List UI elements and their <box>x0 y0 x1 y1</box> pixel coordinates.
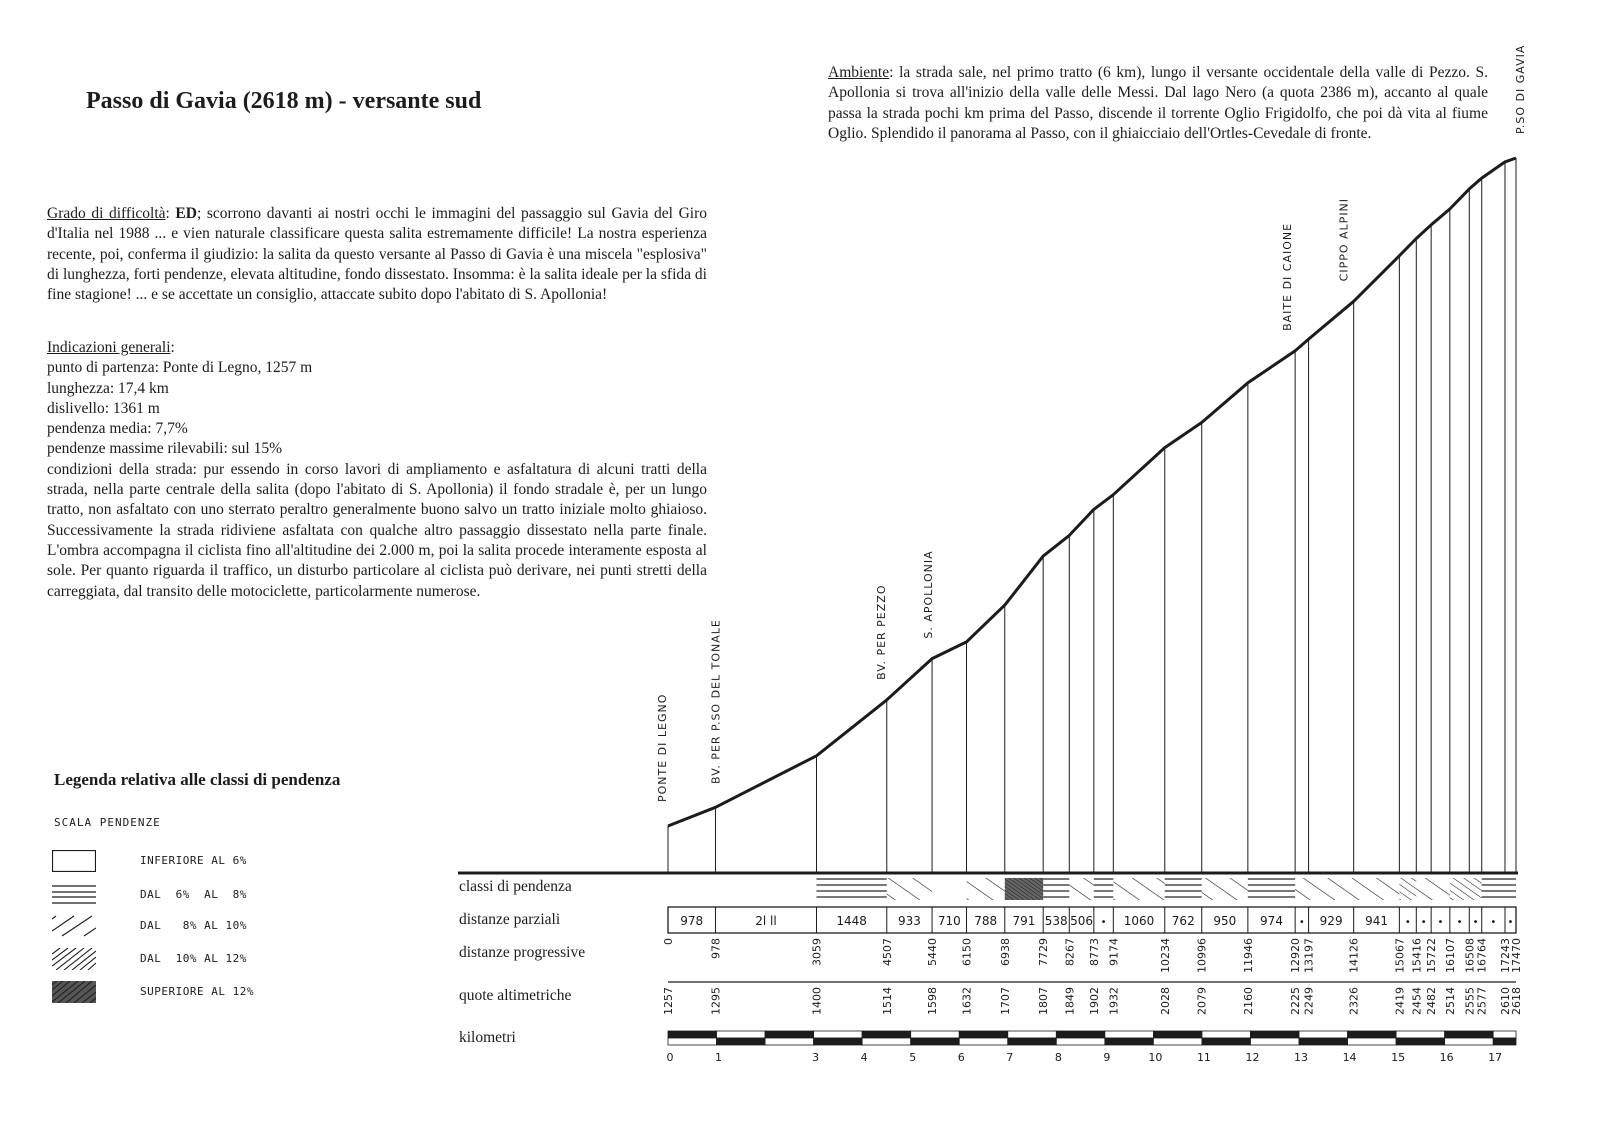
km-bar-segment <box>1153 1038 1202 1045</box>
partial-distance-value: 1060 <box>1123 914 1155 928</box>
km-tick-label: 10 <box>1148 1051 1163 1064</box>
partial-distance-value: 2l ll <box>755 914 777 928</box>
km-tick-label: 8 <box>1054 1051 1062 1064</box>
landmark-labels <box>656 45 1527 802</box>
elevation-profile-line <box>668 158 1516 826</box>
partial-distance-value: 788 <box>974 914 998 928</box>
page-title: Passo di Gavia (2618 m) - versante sud <box>86 88 482 114</box>
progressive-distance-label: 16508 <box>1463 938 1477 973</box>
km-tick-label: 1 <box>715 1051 723 1064</box>
altitude-label: 2610 <box>1498 987 1512 1015</box>
row-label-progressive-distances: distanze progressive <box>459 944 586 961</box>
km-bar-segment <box>814 1031 863 1038</box>
progressive-distance-label: 15416 <box>1410 938 1424 973</box>
km-bar-segment <box>862 1038 911 1045</box>
altitude-label: 2577 <box>1475 987 1489 1015</box>
gradient-class-sparse-diagonal <box>1416 878 1450 900</box>
gradient-class-sparse-diagonal <box>1069 878 1094 900</box>
km-bar-segment <box>1493 1038 1516 1045</box>
km-bar-segment <box>959 1031 1008 1038</box>
partial-distance-value: • <box>1456 917 1463 928</box>
partial-distance-value: • <box>1507 917 1514 928</box>
km-tick-label: 12 <box>1245 1051 1260 1064</box>
progressive-distance-label: 16107 <box>1443 938 1457 973</box>
km-bar-segment <box>1153 1031 1202 1038</box>
landmark-label: CIPPO ALPINI <box>1337 197 1351 282</box>
landmark-label: BV. PER PEZZO <box>874 584 888 680</box>
gradient-class-sparse-diagonal <box>967 878 1005 900</box>
km-bar-segment <box>1056 1038 1105 1045</box>
partial-distance-value: • <box>1100 917 1107 928</box>
difficulty-label: Grado di difficoltà <box>47 205 166 222</box>
km-bar-segment <box>1445 1038 1494 1045</box>
progressive-distance-label: 17470 <box>1510 938 1523 973</box>
ambiente-label: Ambiente <box>828 64 890 81</box>
partial-distance-value: 933 <box>897 914 921 928</box>
legend-label: DAL 8% AL 10% <box>140 919 247 932</box>
altitude-label: 2326 <box>1347 987 1361 1015</box>
partial-distance-value: 941 <box>1365 914 1388 928</box>
km-bar-segment <box>1202 1031 1251 1038</box>
km-bar-segment <box>1202 1038 1251 1045</box>
km-bar-segment <box>1250 1038 1299 1045</box>
partial-distance-value: 538 <box>1044 914 1068 928</box>
km-bar-segment <box>1105 1031 1154 1038</box>
km-tick-label: 4 <box>860 1051 868 1064</box>
partial-distance-value: 762 <box>1171 914 1195 928</box>
progressive-distance-label: 6938 <box>998 938 1012 966</box>
landmark-label: BV. PER P.SO DEL TONALE <box>709 619 723 784</box>
partial-distance-value: 929 <box>1319 914 1343 928</box>
legend-label: DAL 6% AL 8% <box>140 888 247 901</box>
km-tick-label: 13 <box>1294 1051 1309 1064</box>
km-bar-segment <box>1348 1031 1397 1038</box>
landmark-label: S. APOLLONIA <box>922 550 936 639</box>
km-bar-segment <box>911 1031 960 1038</box>
km-bar-segment <box>862 1031 911 1038</box>
gradient-class-dense-diagonal <box>1450 878 1482 900</box>
altitude-label: 2160 <box>1241 987 1255 1015</box>
progressive-distance-label: 9174 <box>1107 938 1121 966</box>
gradient-class-sparse-diagonal <box>887 878 932 900</box>
altitude-label: 1514 <box>880 987 894 1015</box>
partial-distance-value: • <box>1437 917 1444 928</box>
progressive-distance-label: 5440 <box>926 938 940 966</box>
progressive-distance-label: 14126 <box>1347 938 1361 973</box>
km-bar-segment <box>1299 1038 1348 1045</box>
km-bar-segment <box>1396 1038 1445 1045</box>
altitude-label: 1849 <box>1063 987 1077 1015</box>
km-bar-segment <box>765 1038 814 1045</box>
km-tick-label: 15 <box>1391 1051 1406 1064</box>
altitude-label: 1295 <box>709 987 723 1015</box>
km-bar-segment <box>1105 1038 1154 1045</box>
progressive-distance-label: 3059 <box>810 938 824 966</box>
gradient-class-horizontal <box>1094 878 1113 900</box>
altitude-label: 1257 <box>662 987 675 1015</box>
gradient-class-horizontal <box>1482 878 1516 900</box>
general-info: Indicazioni generali: punto di partenza: Ponte di Legno, 1257 m lunghezza: 17,4 km dislivello: 1361 m pendenza media: 7,7% pendenze massime rilevabili: sul 15% condizioni della strada: pur essendo in corso lavori di ampliamento e asfaltatura di alcuni tratti della strada, nella parte centrale della salita (dopo l'abitato di S. Apollonia) il fondo stradale è, per un lungo tratto, non asfaltato con uno sterrato peraltro generalmente buono salvo un tratto iniziale molto ghiaioso. Successivamente la strada ridiviene asfaltata con qualche altro passaggio dissestato nella parte finale. L'ombra accompagna il ciclista fino all'altitudine dei 2.000 m, poi la salita procede interamente esposta al sole. Per quanto riguarda il traffico, un disturbo particolare al ciclista può derivare, nei punti stretti della carreggiata, dal transito delle motociclette, particolarmente numerose. <box>47 338 707 602</box>
progressive-distance-label: 11946 <box>1241 938 1255 973</box>
info-max-gradient: pendenze massime rilevabili: sul 15% <box>47 440 283 458</box>
km-tick-label: 3 <box>812 1051 820 1064</box>
altitude-label: 2482 <box>1425 987 1439 1015</box>
km-bar-segment <box>765 1031 814 1038</box>
progressive-distance-label: 17243 <box>1498 938 1512 973</box>
progressive-distance-label: 15722 <box>1425 938 1439 973</box>
altitude-label: 2249 <box>1302 987 1316 1015</box>
km-bar-segment <box>1008 1038 1057 1045</box>
progressive-distance-label: 0 <box>662 938 675 945</box>
km-tick-label: 17 <box>1488 1051 1503 1064</box>
altitude-label: 2225 <box>1289 987 1303 1015</box>
progressive-distance-label: 10996 <box>1195 938 1209 973</box>
partial-distance-value: 978 <box>680 914 704 928</box>
km-bar-segment <box>1348 1038 1397 1045</box>
info-length: lunghezza: 17,4 km <box>47 379 169 397</box>
partial-distance-value: • <box>1404 917 1411 928</box>
altitude-label: 1902 <box>1087 987 1101 1015</box>
km-bar-segment <box>717 1038 766 1045</box>
km-tick-label: 11 <box>1196 1051 1211 1064</box>
gradient-class-horizontal <box>816 878 886 900</box>
gradient-class-horizontal <box>1165 878 1202 900</box>
row-label-partial-distances: distanze parziali <box>459 911 561 928</box>
km-tick-label: 14 <box>1342 1051 1357 1064</box>
progressive-distance-label: 8267 <box>1063 938 1077 966</box>
km-tick-label: 9 <box>1103 1051 1111 1064</box>
info-avg-gradient: pendenza media: 7,7% <box>47 420 188 438</box>
partial-distance-value: • <box>1298 917 1305 928</box>
km-bar-segment <box>959 1038 1008 1045</box>
difficulty-paragraph: Grado di difficoltà: ED; scorrono davanti ai nostri occhi le immagini del passaggio sul Gavia del Giro d'Italia nel 1988 ... e vien naturale classificare questa salita estremamente difficile! La nostra esperienza recente, poi, conferma il giudizio: la salita da questo versante al Passo di Gavia è una miscela "esplosiva" di lunghezza, forti pendenze, elevata altitudine, fondo dissestato. Insomma: è la salita ideale per la sfida di fine stagione! ... e se accettate un consiglio, attaccate subito dopo l'abitato di S. Apollonia! <box>47 205 707 304</box>
progressive-distance-row <box>662 938 1523 973</box>
partial-distance-value: 791 <box>1012 914 1036 928</box>
altitude-label: 2454 <box>1410 987 1424 1015</box>
gradient-class-sparse-diagonal <box>1113 878 1164 900</box>
gradient-class-horizontal <box>1043 878 1069 900</box>
altitude-row <box>662 982 1523 1015</box>
altitude-label: 1807 <box>1037 987 1051 1015</box>
gradient-class-solid-hatch <box>1005 878 1043 900</box>
km-bar-segment <box>1250 1031 1299 1038</box>
profile-verticals <box>458 158 1518 873</box>
altitude-label: 2555 <box>1463 987 1477 1015</box>
legend-title: Legenda relativa alle classi di pendenza <box>54 770 341 789</box>
km-tick-label: 5 <box>909 1051 917 1064</box>
km-bar-segment <box>1008 1031 1057 1038</box>
progressive-distance-label: 7729 <box>1037 938 1051 966</box>
legend-label: DAL 10% AL 12% <box>140 952 247 965</box>
difficulty-text: ; scorrono davanti ai nostri occhi le immagini del passaggio sul Gavia del Giro d'Italia nel 1988 ... e vien naturale classificare questa salita estremamente difficile! La nostra esperienza recente, poi, conferma il giudizio: la salita da questo versante al Passo di Gavia è una miscela "esplosiva" di lunghezza, forti pendenze, elevata altitudine, fondo dissestato. Insomma: è la salita ideale per la sfida di fine stagione! ... e se accettate un consiglio, attaccate subito dopo l'abitato di S. Apollonia! <box>47 205 707 304</box>
altitude-label: 1598 <box>926 987 940 1015</box>
km-bar-segment <box>717 1031 766 1038</box>
km-scale <box>667 1031 1517 1064</box>
km-tick-label: 6 <box>957 1051 965 1064</box>
row-label-gradient-classes: classi di pendenza <box>459 878 572 895</box>
altitude-label: 2618 <box>1510 987 1523 1015</box>
altitude-label: 1932 <box>1107 987 1121 1015</box>
progressive-distance-label: 13197 <box>1302 938 1316 973</box>
progressive-distance-label: 4507 <box>880 938 894 966</box>
info-road-conditions: condizioni della strada: pur essendo in corso lavori di ampliamento e asfaltatura di alcuni tratti della strada, nella parte centrale della salita (dopo l'abitato di S. Apollonia) il fondo stradale è, per un lungo tratto, non asfaltato con uno sterrato peraltro generalmente buono salvo un tratto iniziale molto ghiaioso. Successivamente la strada ridiviene asfaltata con qualche altro passaggio dissestato nella parte finale. L'ombra accompagna il ciclista fino all'altitudine dei 2.000 m, poi la salita procede interamente esposta al sole. Per quanto riguarda il traffico, un disturbo particolare al ciclista può derivare, nei punti stretti della carreggiata, dal transito delle motociclette, particolarmente numerose. <box>47 460 707 600</box>
km-bar-segment <box>668 1038 717 1045</box>
progressive-distance-label: 16764 <box>1475 938 1489 973</box>
km-bar-segment <box>1056 1031 1105 1038</box>
gradient-class-dense-diagonal <box>1399 878 1416 900</box>
km-tick-label: 16 <box>1439 1051 1454 1064</box>
altitude-label: 2419 <box>1393 987 1407 1015</box>
difficulty-grade: ED <box>175 205 197 222</box>
altitude-label: 1400 <box>810 987 824 1015</box>
progressive-distance-label: 15067 <box>1393 938 1407 973</box>
gradient-class-sparse-diagonal <box>1295 878 1399 900</box>
km-bar-segment <box>1299 1031 1348 1038</box>
km-bar-segment <box>668 1031 717 1038</box>
gradient-class-horizontal <box>1248 878 1295 900</box>
gradient-class-strip <box>816 878 1516 900</box>
altitude-label: 1707 <box>998 987 1012 1015</box>
partial-distance-value: 506 <box>1070 914 1094 928</box>
km-bar-segment <box>1396 1031 1445 1038</box>
km-bar-segment <box>1493 1031 1516 1038</box>
landmark-label: P.SO DI GAVIA <box>1514 44 1527 134</box>
general-info-label: Indicazioni generali <box>47 339 171 356</box>
legend-scale-label: SCALA PENDENZE <box>54 816 161 829</box>
altitude-label: 2514 <box>1443 987 1457 1015</box>
progressive-distance-label: 978 <box>709 938 723 959</box>
profile-line-group <box>668 158 1516 826</box>
ambiente-text: : la strada sale, nel primo tratto (6 km), lungo il versante occidentale della valle di Pezzo. S. Apollonia si trova all'inizio della valle delle Messi. Dal lago Nero (a quota 2386 m), accanto al quale passa la strada pochi km prima del Passo, discende il torrente Oglio Frigidolfo, che poi dà vita al fiume Oglio. Splendido il panorama al Passo, con il ghiaicciaio dell'Ortles-Cevedale di fronte. <box>828 64 1488 142</box>
partial-distance-value: • <box>1420 917 1427 928</box>
altitude-label: 2079 <box>1195 987 1209 1015</box>
landmark-label: BAITE DI CAIONE <box>1281 222 1295 331</box>
progressive-distance-label: 12920 <box>1289 938 1303 973</box>
km-tick-label: 7 <box>1006 1051 1014 1064</box>
info-start: punto di partenza: Ponte di Legno, 1257 m <box>47 359 313 377</box>
gradient-class-sparse-diagonal <box>1202 878 1248 900</box>
altitude-label: 2028 <box>1158 987 1172 1015</box>
legend-label: SUPERIORE AL 12% <box>140 985 254 998</box>
km-tick-label: 0 <box>666 1051 674 1064</box>
partial-distance-row <box>668 907 1516 933</box>
km-bar-segment <box>911 1038 960 1045</box>
info-elevation-gain: dislivello: 1361 m <box>47 399 160 417</box>
km-bar-segment <box>1445 1031 1494 1038</box>
km-bar-segment <box>814 1038 863 1045</box>
partial-distance-value: • <box>1490 917 1497 928</box>
progressive-distance-label: 10234 <box>1158 938 1172 973</box>
partial-distance-value: 1448 <box>836 914 867 928</box>
altitude-label: 1632 <box>960 987 974 1015</box>
partial-distance-value: 950 <box>1213 914 1237 928</box>
landmark-label: PONTE DI LEGNO <box>656 693 669 802</box>
row-label-kilometers: kilometri <box>459 1029 516 1046</box>
row-label-altitudes: quote altimetriche <box>459 987 572 1004</box>
partial-distance-value: • <box>1472 917 1479 928</box>
progressive-distance-label: 8773 <box>1087 938 1101 966</box>
progressive-distance-label: 6150 <box>960 938 974 966</box>
partial-distance-value: 710 <box>937 914 961 928</box>
partial-distance-value: 974 <box>1260 914 1283 928</box>
legend-label: INFERIORE AL 6% <box>140 854 247 867</box>
